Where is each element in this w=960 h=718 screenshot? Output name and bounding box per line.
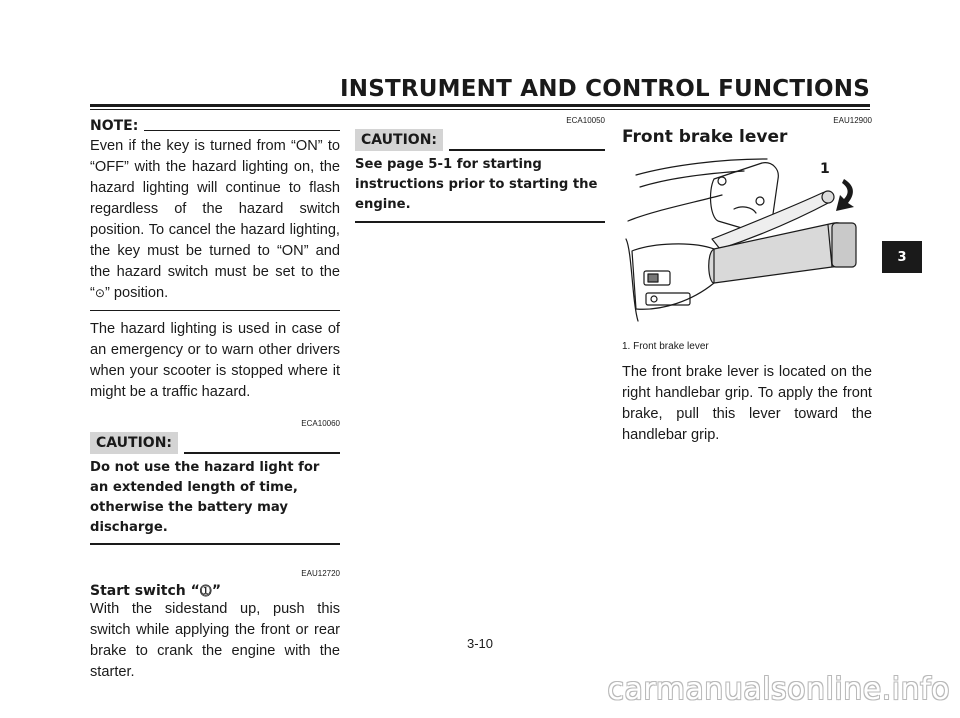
caution-badge-2: CAUTION: — [355, 129, 443, 151]
caution-rule — [184, 452, 340, 454]
caution-heading-2 — [355, 129, 605, 151]
caution-text: Do not use the hazard light for an extended length of time, otherwise the battery may discharge. — [90, 460, 320, 535]
note-end-rule — [90, 310, 340, 311]
note-text — [90, 136, 340, 304]
brake-code: EAU12900 — [833, 116, 872, 125]
caution-end-rule — [90, 543, 340, 545]
header-title: INSTRUMENT AND CONTROL FUNCTIONS — [340, 76, 870, 102]
caution-code: ECA10060 — [301, 419, 340, 428]
watermark: carmanualsonline.info — [607, 672, 950, 707]
start-title-text: Start switch “ — [90, 583, 200, 599]
right-column — [622, 116, 872, 446]
start-switch-icon: ⓵ — [199, 584, 212, 598]
hazard-paragraph: The hazard lighting is used in case of an emergency or to warn other drivers when your scooter is stopped where it might be a traffic hazard. — [90, 321, 340, 400]
middle-column — [355, 116, 605, 223]
left-column — [90, 116, 340, 683]
note-text-part: Even if the key is turned from “ON” to “OFF” with the hazard lighting on, the hazard lighting will continue to flash regardless of the hazard switch position. To cancel the hazard lighting, the key must be turned to “ON” and the hazard switch must be set to the “ — [90, 138, 340, 301]
chapter-tab: 3 — [882, 241, 922, 273]
note-text-end: ” position. — [104, 285, 169, 301]
caution-badge: CAUTION: — [90, 432, 178, 454]
header-rule-thin — [90, 109, 870, 110]
start-title-end: ” — [211, 583, 222, 599]
caution-end-rule-2 — [355, 221, 605, 223]
page-number: 3-10 — [466, 636, 494, 651]
note-label: NOTE: — [90, 118, 139, 134]
caution-heading — [90, 432, 340, 454]
brake-lever-drawing — [622, 151, 872, 331]
caution-code-2: ECA10050 — [566, 116, 605, 125]
brake-text: The front brake lever is located on the right handlebar grip. To apply the front brake, pull this lever toward the handlebar grip. — [622, 364, 872, 443]
note-rule — [144, 130, 340, 131]
header-rule — [90, 104, 870, 107]
caution-text-2: See page 5-1 for starting instructions prior to starting the engine. — [355, 157, 598, 212]
figure-caption: 1. Front brake lever — [622, 341, 709, 352]
start-switch-title — [90, 582, 340, 599]
caution-rule-2 — [449, 149, 605, 151]
brake-lever-illustration — [622, 151, 872, 331]
brake-title: Front brake lever — [622, 127, 788, 147]
circle-dot-icon: ⊙ — [94, 286, 105, 300]
note-heading — [90, 118, 340, 134]
start-switch-text: With the sidestand up, push this switch while applying the front or rear brake to crank the engine with the starter. — [90, 601, 340, 680]
start-code: EAU12720 — [301, 569, 340, 578]
callout-number: 1 — [820, 161, 830, 177]
